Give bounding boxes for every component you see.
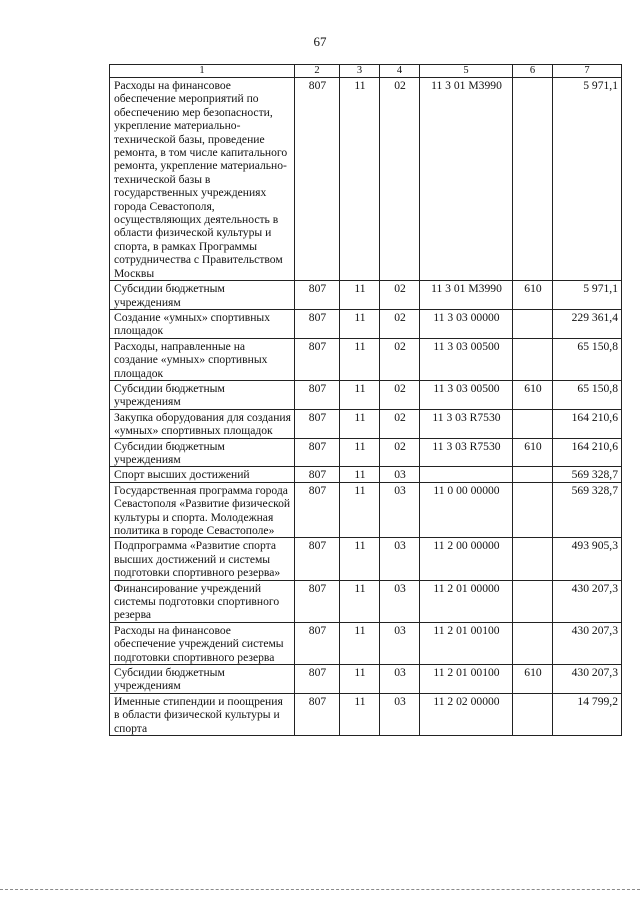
table-row [110, 482, 622, 538]
header-row [110, 65, 622, 78]
cell-csr [420, 467, 513, 482]
cell-pr: 03 [380, 482, 420, 538]
cell-pr: 03 [380, 467, 420, 482]
cell-name: Государственная программа города Севастополя «Развитие физической культуры и спорта. Молодежная политика в городе Севастополе» [110, 482, 295, 538]
table-row [110, 78, 622, 281]
cell-ved: 807 [295, 438, 340, 467]
cell-csr: 11 2 02 00000 [420, 693, 513, 735]
cell-csr: 11 3 01 M3990 [420, 78, 513, 281]
cell-csr: 11 0 00 00000 [420, 482, 513, 538]
header-cell: 3 [340, 65, 380, 78]
cell-name: Субсидии бюджетным учреждениям [110, 380, 295, 409]
cell-pr: 02 [380, 309, 420, 338]
cell-vr [513, 78, 553, 281]
cell-vr [513, 409, 553, 438]
cell-rz: 11 [340, 338, 380, 380]
cell-csr: 11 2 01 00000 [420, 580, 513, 622]
cell-csr: 11 2 00 00000 [420, 538, 513, 580]
cell-ved: 807 [295, 665, 340, 694]
cell-sum: 164 210,6 [553, 438, 622, 467]
table-row [110, 438, 622, 467]
table-row [110, 409, 622, 438]
cell-csr: 11 3 03 R7530 [420, 409, 513, 438]
cell-rz: 11 [340, 538, 380, 580]
cell-sum: 430 207,3 [553, 665, 622, 694]
cell-sum: 65 150,8 [553, 380, 622, 409]
cell-sum: 5 971,1 [553, 78, 622, 281]
table-row [110, 338, 622, 380]
cell-ved: 807 [295, 380, 340, 409]
table-row [110, 380, 622, 409]
cell-pr: 02 [380, 409, 420, 438]
cell-csr: 11 3 01 M3990 [420, 281, 513, 310]
cell-name: Субсидии бюджетным учреждениям [110, 665, 295, 694]
header-cell: 4 [380, 65, 420, 78]
cell-csr: 11 3 03 R7530 [420, 438, 513, 467]
cell-vr [513, 467, 553, 482]
table-row [110, 665, 622, 694]
budget-table [109, 64, 622, 736]
cell-sum: 65 150,8 [553, 338, 622, 380]
cell-rz: 11 [340, 281, 380, 310]
cell-rz: 11 [340, 622, 380, 664]
header-cell: 2 [295, 65, 340, 78]
cell-sum: 430 207,3 [553, 622, 622, 664]
page-number: 67 [313, 34, 327, 49]
cell-name: Субсидии бюджетным учреждениям [110, 281, 295, 310]
table-row [110, 580, 622, 622]
cell-rz: 11 [340, 580, 380, 622]
cell-sum: 229 361,4 [553, 309, 622, 338]
cell-ved: 807 [295, 538, 340, 580]
table-body [110, 78, 622, 736]
cell-csr: 11 3 03 00500 [420, 338, 513, 380]
cell-pr: 03 [380, 580, 420, 622]
cell-csr: 11 2 01 00100 [420, 665, 513, 694]
cell-rz: 11 [340, 78, 380, 281]
cell-rz: 11 [340, 438, 380, 467]
cell-vr [513, 338, 553, 380]
cell-name: Именные стипендии и поощрения в области физической культуры и спорта [110, 693, 295, 735]
cell-rz: 11 [340, 482, 380, 538]
cell-pr: 02 [380, 438, 420, 467]
cell-name: Расходы на финансовое обеспечение мероприятий по обеспечению мер безопасности, укрепление материально-технической базы, проведение ремонта, в том числе капитального ремонта, укрепление материально-технической базы в государственных учреждениях города Севастополя, осуществляющих деятельность в области физической культуры и спорта, в рамках Программы сотрудничества с Правительством Москвы [110, 78, 295, 281]
table-row [110, 622, 622, 664]
cell-pr: 03 [380, 665, 420, 694]
cell-ved: 807 [295, 467, 340, 482]
cell-vr: 610 [513, 438, 553, 467]
cell-pr: 03 [380, 693, 420, 735]
table-row [110, 281, 622, 310]
cell-pr: 02 [380, 78, 420, 281]
cell-ved: 807 [295, 338, 340, 380]
header-cell: 5 [420, 65, 513, 78]
cell-name: Расходы, направленные на создание «умных» спортивных площадок [110, 338, 295, 380]
cell-vr: 610 [513, 665, 553, 694]
cell-ved: 807 [295, 309, 340, 338]
cell-ved: 807 [295, 482, 340, 538]
cell-rz: 11 [340, 380, 380, 409]
cell-vr [513, 622, 553, 664]
header-cell: 6 [513, 65, 553, 78]
cell-sum: 569 328,7 [553, 467, 622, 482]
cell-rz: 11 [340, 309, 380, 338]
cell-ved: 807 [295, 622, 340, 664]
cell-vr [513, 580, 553, 622]
cell-csr: 11 3 03 00000 [420, 309, 513, 338]
header-cell: 1 [110, 65, 295, 78]
cell-sum: 493 905,3 [553, 538, 622, 580]
cell-pr: 03 [380, 622, 420, 664]
cell-vr [513, 309, 553, 338]
header-cell: 7 [553, 65, 622, 78]
cell-rz: 11 [340, 409, 380, 438]
page-edge-line [0, 889, 640, 890]
cell-rz: 11 [340, 693, 380, 735]
table-row [110, 693, 622, 735]
cell-sum: 5 971,1 [553, 281, 622, 310]
cell-name: Подпрограмма «Развитие спорта высших достижений и системы подготовки спортивного резерва» [110, 538, 295, 580]
cell-pr: 03 [380, 538, 420, 580]
cell-pr: 02 [380, 338, 420, 380]
cell-name: Финансирование учреждений системы подготовки спортивного резерва [110, 580, 295, 622]
cell-ved: 807 [295, 580, 340, 622]
cell-pr: 02 [380, 281, 420, 310]
cell-rz: 11 [340, 467, 380, 482]
table-row [110, 467, 622, 482]
cell-ved: 807 [295, 281, 340, 310]
table-row [110, 309, 622, 338]
cell-pr: 02 [380, 380, 420, 409]
cell-vr: 610 [513, 281, 553, 310]
cell-sum: 569 328,7 [553, 482, 622, 538]
cell-sum: 164 210,6 [553, 409, 622, 438]
cell-name: Закупка оборудования для создания «умных» спортивных площадок [110, 409, 295, 438]
cell-sum: 14 799,2 [553, 693, 622, 735]
table-row [110, 538, 622, 580]
cell-ved: 807 [295, 409, 340, 438]
cell-vr [513, 538, 553, 580]
cell-vr [513, 482, 553, 538]
cell-rz: 11 [340, 665, 380, 694]
cell-vr [513, 693, 553, 735]
cell-name: Спорт высших достижений [110, 467, 295, 482]
cell-ved: 807 [295, 78, 340, 281]
cell-csr: 11 3 03 00500 [420, 380, 513, 409]
cell-name: Расходы на финансовое обеспечение учреждений системы подготовки спортивного резерва [110, 622, 295, 664]
cell-name: Создание «умных» спортивных площадок [110, 309, 295, 338]
cell-ved: 807 [295, 693, 340, 735]
cell-csr: 11 2 01 00100 [420, 622, 513, 664]
cell-vr: 610 [513, 380, 553, 409]
cell-name: Субсидии бюджетным учреждениям [110, 438, 295, 467]
cell-sum: 430 207,3 [553, 580, 622, 622]
